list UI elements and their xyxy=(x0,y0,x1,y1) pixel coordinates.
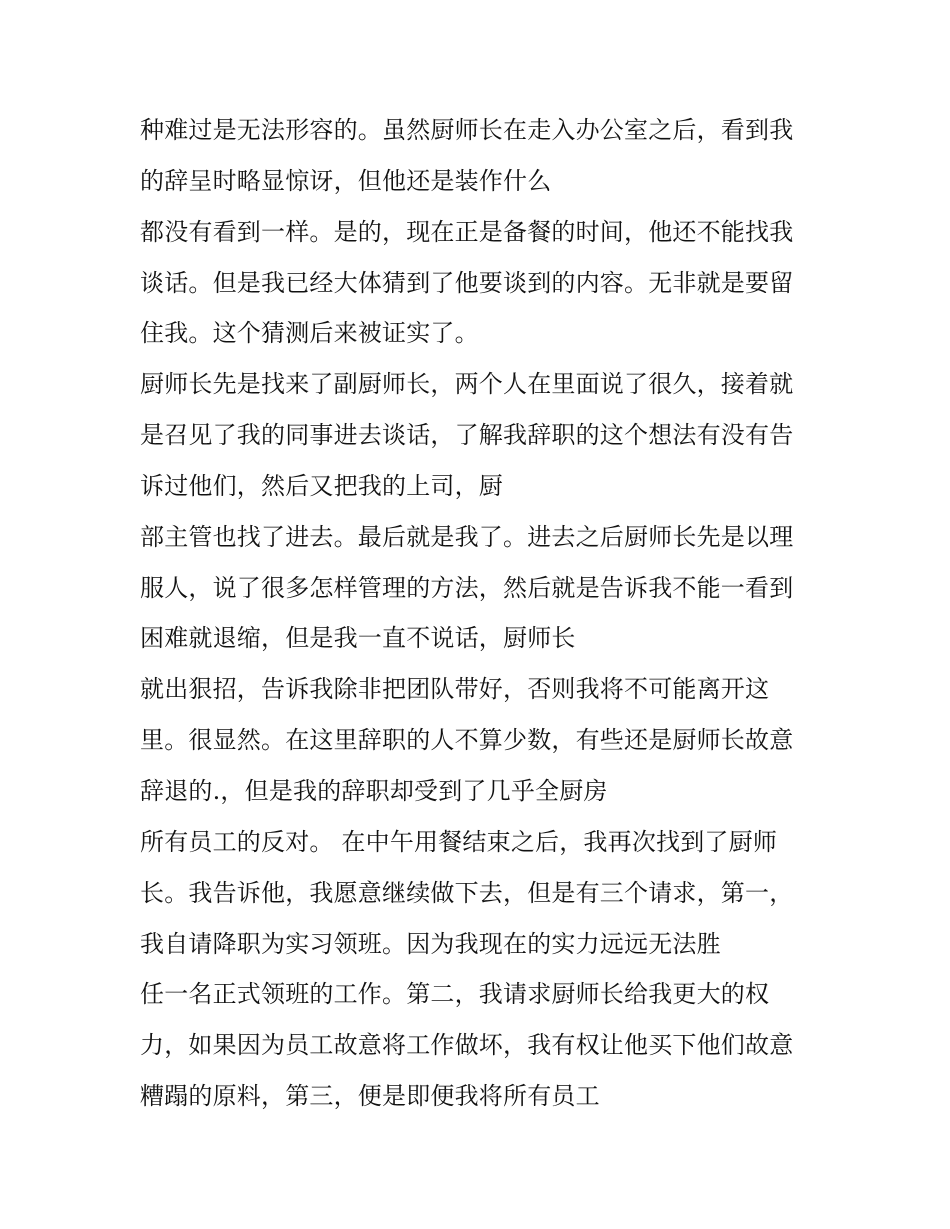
text-line: 厨师长先是找来了副厨师长，两个人在里面说了很久，接着就 xyxy=(140,370,794,399)
document-body xyxy=(140,105,820,1122)
text-line: 任一名正式领班的工作。第二，我请求厨师长给我更大的权 xyxy=(140,980,770,1009)
text-line: 就出狠招，告诉我除非把团队带好，否则我将不可能离开这 xyxy=(140,675,770,704)
text-line: 种难过是无法形容的。虽然厨师长在走入办公室之后，看到我 xyxy=(140,116,794,144)
text-line: 住我。这个猜测后来被证实了。 xyxy=(140,319,479,348)
text-line: 长。我告诉他，我愿意继续做下去，但是有三个请求，第一， xyxy=(140,878,794,907)
text-line: 谈话。但是我已经大体猜到了他要谈到的内容。无非就是要留 xyxy=(140,268,794,297)
text-line: 服人，说了很多怎样管理的方法，然后就是告诉我不能一看到 xyxy=(140,573,794,602)
text-line: 辞退的.，但是我的辞职却受到了几乎全厨房 xyxy=(140,776,608,805)
text-line: 的辞呈时略显惊讶，但他还是装作什么 xyxy=(140,166,552,195)
text-line: 诉过他们，然后又把我的上司，厨 xyxy=(140,471,503,500)
text-line: 里。很显然。在这里辞职的人不算少数，有些还是厨师长故意 xyxy=(140,726,794,755)
text-line: 部主管也找了进去。最后就是我了。进去之后厨师长先是以理 xyxy=(140,522,794,551)
text-line: 都没有看到一样。是的，现在正是备餐的时间，他还不能找我 xyxy=(140,217,794,246)
text-line: 力，如果因为员工故意将工作做坏，我有权让他买下他们故意 xyxy=(140,1031,794,1060)
text-line: 我自请降职为实习领班。因为我现在的实力远远无法胜 xyxy=(140,929,721,958)
text-line: 是召见了我的同事进去谈话，了解我辞职的这个想法有没有告 xyxy=(140,421,794,450)
text-line: 所有员工的反对。 在中午用餐结束之后，我再次找到了厨师 xyxy=(140,827,778,856)
text-line: 困难就退缩，但是我一直不说话，厨师长 xyxy=(140,624,576,653)
text-line: 糟蹋的原料，第三，便是即便我将所有员工 xyxy=(140,1082,600,1111)
